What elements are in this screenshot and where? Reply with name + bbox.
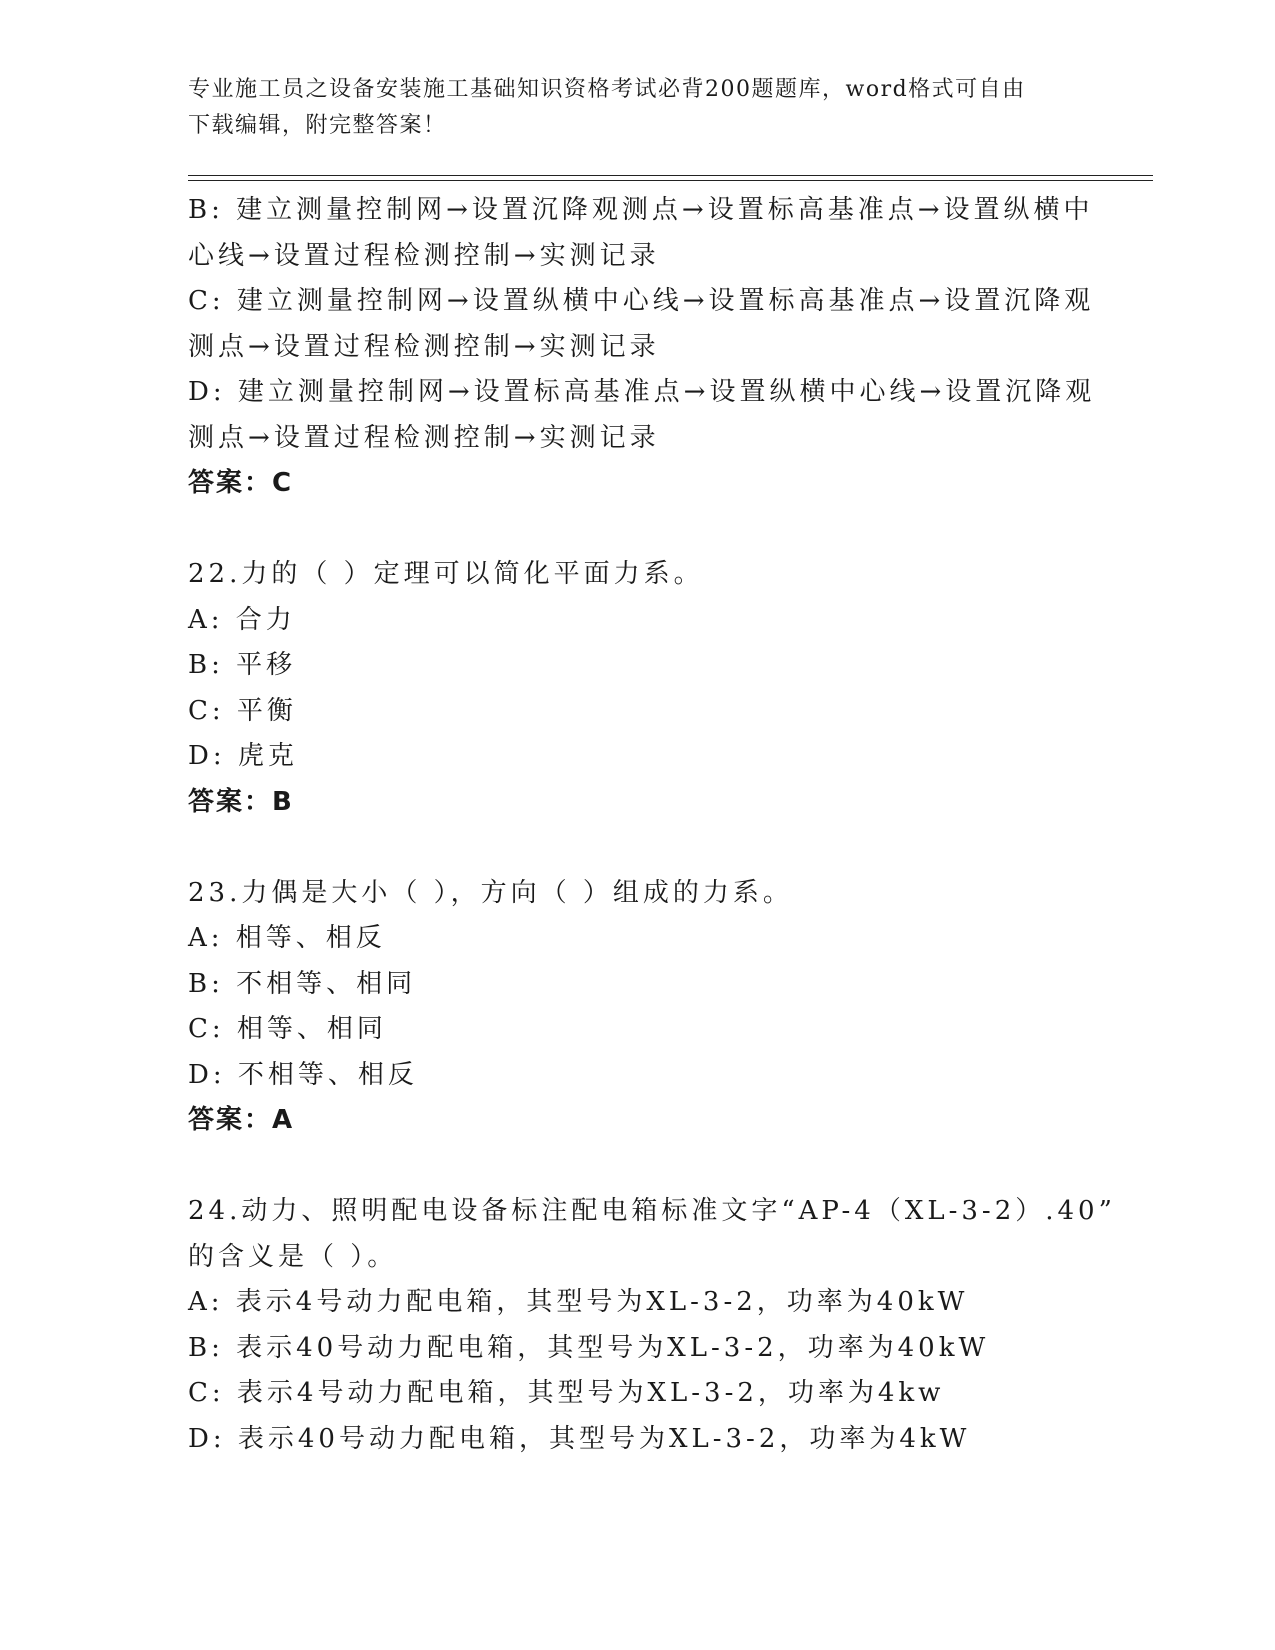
header-line-1: 专业施工员之设备安装施工基础知识资格考试必背200题题库，word格式可自由	[188, 77, 1026, 102]
header-divider	[188, 175, 1153, 181]
spacer	[188, 825, 1128, 871]
prev-question	[188, 188, 1128, 507]
answer: 答案：C	[188, 468, 294, 498]
option-b-line-2: 心线→设置过程检测控制→实测记录	[188, 240, 660, 271]
option-d-line-1: D: 建立测量控制网→设置标高基准点→设置纵横中心线→设置沉降观	[188, 377, 1096, 407]
option-d: D: 表示40号动力配电箱，其型号为XL-3-2，功率为4kW	[188, 1423, 971, 1454]
option-a: A: 表示4号动力配电箱，其型号为XL-3-2，功率为40kW	[188, 1287, 969, 1317]
header-line-2: 下载编辑，附完整答案！	[188, 113, 447, 138]
option-c: C: 相等、相同	[188, 1014, 387, 1044]
option-d: D: 不相等、相反	[188, 1059, 418, 1090]
question-24	[188, 1189, 1128, 1462]
option-b: B: 不相等、相同	[188, 968, 417, 999]
option-a: A: 合力	[188, 604, 296, 635]
option-b: B: 平移	[188, 650, 297, 680]
answer: 答案：A	[188, 1105, 295, 1135]
option-b-line-1: B: 建立测量控制网→设置沉降观测点→设置标高基准点→设置纵横中	[188, 195, 1094, 225]
option-d-line-2: 测点→设置过程检测控制→实测记录	[188, 422, 660, 453]
question-stem-line-1: 24.动力、照明配电设备标注配电箱标准文字“AP-4（XL-3-2）.40”	[188, 1196, 1116, 1226]
option-c: C: 平衡	[188, 695, 297, 726]
document-header	[188, 72, 1088, 144]
question-22	[188, 552, 1128, 825]
spacer	[188, 1144, 1128, 1190]
question-content	[188, 188, 1128, 1462]
question-stem: 22.力的（ ）定理可以简化平面力系。	[188, 559, 704, 589]
question-23	[188, 871, 1128, 1144]
option-a: A: 相等、相反	[188, 923, 386, 953]
option-d: D: 虎克	[188, 741, 298, 771]
spacer	[188, 507, 1128, 553]
answer: 答案：B	[188, 786, 294, 817]
question-stem-line-2: 的含义是（ ）。	[188, 1241, 398, 1272]
option-b: B: 表示40号动力配电箱，其型号为XL-3-2，功率为40kW	[188, 1332, 990, 1363]
option-c: C: 表示4号动力配电箱，其型号为XL-3-2，功率为4kw	[188, 1378, 945, 1408]
option-c-line-2: 测点→设置过程检测控制→实测记录	[188, 331, 660, 362]
option-c-line-1: C: 建立测量控制网→设置纵横中心线→设置标高基准点→设置沉降观	[188, 286, 1095, 316]
question-stem: 23.力偶是大小（ ），方向（ ）组成的力系。	[188, 877, 793, 908]
